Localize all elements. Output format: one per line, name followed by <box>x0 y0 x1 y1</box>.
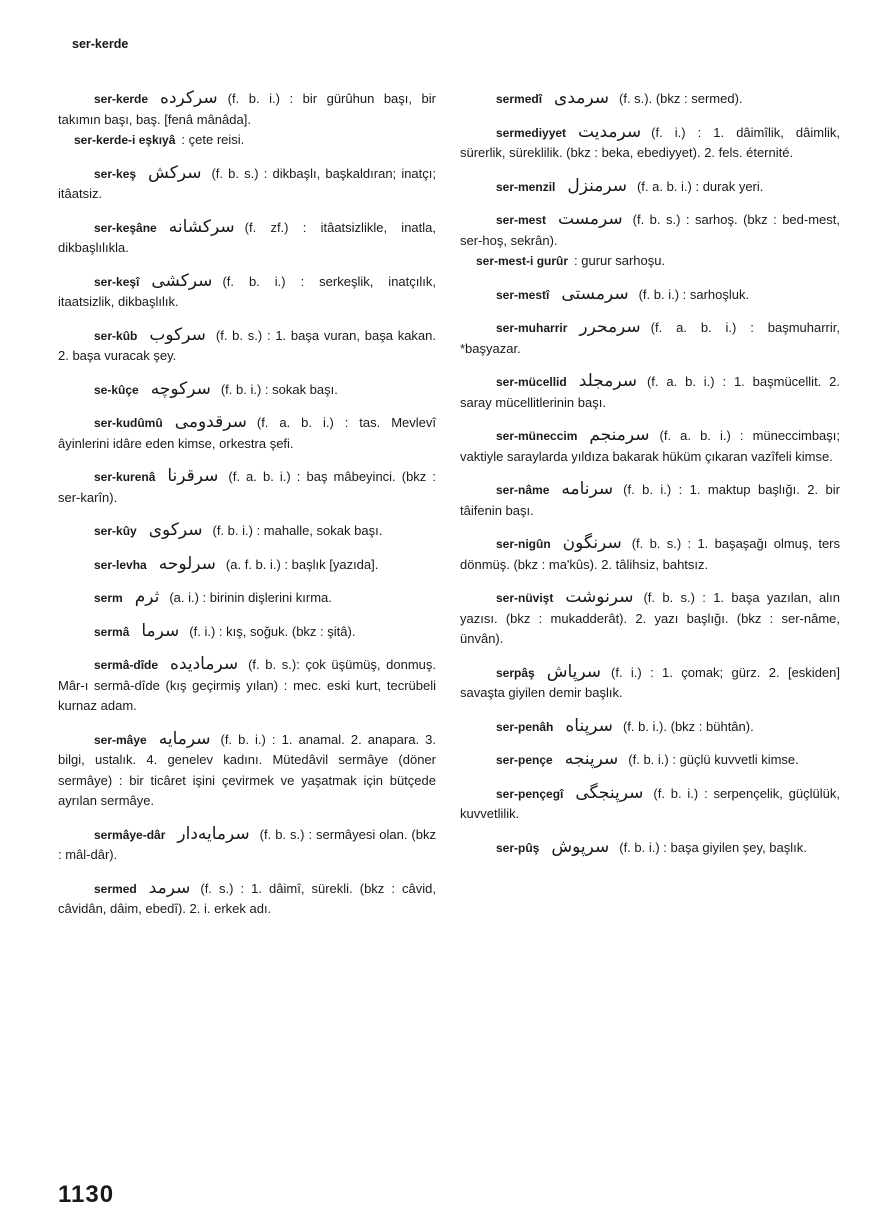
definition: (f. i.) : 1. çomak; gürz. 2. [eskiden] savaşta giyilen demir başlık. <box>460 664 840 700</box>
headword: ser-kûy <box>94 524 137 538</box>
definition: (f. a. b. i.) : baş mâbeyinci. (bkz : ser-karîn). <box>58 469 436 505</box>
headword: ser-müneccim <box>496 429 578 443</box>
dictionary-entry <box>460 425 840 467</box>
dictionary-entry <box>460 533 840 575</box>
arabic-script: سرکوی <box>148 520 203 540</box>
definition: (f. a. b. i.) : başmuharrir, *başyazar. <box>460 320 840 356</box>
dictionary-entry <box>58 587 436 609</box>
dictionary-entry <box>460 176 840 198</box>
dictionary-entry <box>460 251 840 272</box>
arabic-script: سرپاش <box>546 661 601 682</box>
headword: ser-kurenâ <box>94 470 156 484</box>
definition: (f. b. i.) : serpençelik, güçlülük, kuvvetlilik. <box>460 785 840 821</box>
arabic-script: سرمنزل <box>567 175 627 196</box>
headword: ser-mest-i gurûr <box>476 254 569 268</box>
page-number: 1130 <box>58 1181 115 1208</box>
definition: (f. b. i.). (bkz : bühtân). <box>622 718 754 734</box>
headword: ser-pûş <box>496 840 540 855</box>
arabic-script: سرمد <box>148 877 191 898</box>
arabic-script: سرمنجم <box>589 425 650 445</box>
arabic-script: سرمدی <box>554 88 609 108</box>
dictionary-entry <box>58 824 436 866</box>
definition: (f. i.) : 1. dâimîlik, dâimlik, sürerlik, süreklilik. (bkz : beka, ebediyyet). 2. fels. éternité. <box>460 124 840 160</box>
dictionary-entry <box>58 412 436 454</box>
arabic-script: سرمادیده <box>170 654 239 674</box>
dictionary-entry <box>460 837 840 859</box>
definition: (f. a. b. i.) : 1. başmücellit. 2. saray mücellitlerinin başı. <box>460 374 840 410</box>
definition: (f. b. s.) : 1. başa vuran, başa kakan. 2. başa vuracak şey. <box>58 327 436 363</box>
definition: (f. b. i.) : 1. anamal. 2. anapara. 3. bilgi, ustalık. 4. genelev kadını. Mütedâvil sermâye (döner sermâye) : bir ticâret işini çevirmek ve yaşatmak için bütçede ayrılan sermâye. <box>58 731 436 808</box>
headword: ser-kudûmû <box>94 416 163 430</box>
dictionary-entry <box>460 88 840 110</box>
definition: (a. f. b. i.) : başlık [yazıda]. <box>225 556 379 572</box>
left-column <box>58 88 436 932</box>
headword: ser-kerde <box>94 92 149 106</box>
headword: ser-kûb <box>94 328 138 343</box>
dictionary-entry <box>58 878 436 920</box>
arabic-script: سرکرده <box>160 88 218 108</box>
arabic-script: سرپنجگی <box>575 782 644 803</box>
definition: (f. b. s.): çok üşümüş, donmuş. Mâr-ı sermâ-dîde (kış geçirmiş yılan) : mec. eski kurt, tecrübeli kurnaz adam. <box>58 657 436 713</box>
headword: ser-penâh <box>496 719 554 734</box>
arabic-script: سرقدومی <box>174 412 247 432</box>
arabic-script: سرمست <box>558 209 623 229</box>
headword: ser-keş <box>94 166 137 181</box>
arabic-script: سرپوش <box>551 836 610 857</box>
dictionary-entry <box>460 284 840 306</box>
right-column <box>460 88 840 870</box>
definition: : çete reisi. <box>181 132 245 147</box>
arabic-script: سرمایه‌دار <box>177 823 250 844</box>
dictionary-entry <box>460 371 840 413</box>
definition: (f. b. i.) : güçlü kuvvetli kimse. <box>628 752 799 767</box>
dictionary-entry <box>58 271 436 313</box>
arabic-script: سرپنجه <box>564 749 619 769</box>
headword: sermâye-dâr <box>94 827 166 842</box>
arabic-script: سرکشانه <box>168 216 235 237</box>
arabic-script: سرمدیت <box>578 121 642 142</box>
dictionary-entry <box>58 654 436 717</box>
definition: (f. b. s.) : sarhoş. (bkz : bed-mest, ser-hoş, sekrân). <box>460 212 840 248</box>
arabic-script: سرمایه <box>158 728 211 749</box>
headword: ser-nigûn <box>496 537 551 551</box>
headword: sermâ <box>94 624 130 639</box>
dictionary-entry <box>460 749 840 771</box>
dictionary-entry <box>58 466 436 508</box>
dictionary-entry <box>460 209 840 251</box>
headword: ser-mest <box>496 213 547 227</box>
headword: ser-mestî <box>496 287 550 302</box>
arabic-script: سرما <box>141 620 180 641</box>
dictionary-entry <box>460 122 840 164</box>
headword: ser-muharrir <box>496 321 568 335</box>
headword: ser-nâme <box>496 483 550 497</box>
arabic-script: سرکش <box>148 162 202 183</box>
definition: (f. a. b. i.) : müneccimbaşı; vaktiyle saraylarda yıldıza bakarak hüküm çıkaran vazîfeli kimse. <box>460 428 840 464</box>
dictionary-entry <box>460 587 840 650</box>
dictionary-entry <box>460 317 840 359</box>
definition: (f. s.) : 1. dâimî, sürekli. (bkz : câvid, câvidân, dâim, ebedî). 2. i. erkek adı. <box>58 880 436 916</box>
dictionary-entry <box>58 88 436 130</box>
arabic-script: سرنگون <box>562 533 622 553</box>
definition: (f. b. i.) : serkeşlik, inatçılık, itaatsizlik, dikbaşlılık. <box>58 273 436 309</box>
headword: sermâ-dîde <box>94 658 159 672</box>
dictionary-entry <box>58 130 436 151</box>
dictionary-entry <box>58 325 436 367</box>
dictionary-entry <box>58 163 436 205</box>
definition: (f. zf.) : itâatsizlikle, inatla, dikbaşlılıkla. <box>58 219 436 255</box>
dictionary-entry <box>58 520 436 542</box>
headword: ser-menzil <box>496 179 556 194</box>
definition: (f. b. i.) : 1. maktup başlığı. 2. bir tâifenin başı. <box>460 482 840 518</box>
dictionary-entry <box>58 621 436 643</box>
headword: serm <box>94 591 123 605</box>
arabic-script: سرکوچه <box>150 378 211 399</box>
arabic-script: سرنوشت <box>565 587 634 607</box>
definition: (f. b. i.) : mahalle, sokak başı. <box>212 523 383 538</box>
arabic-script: سرمجلد <box>578 371 637 391</box>
headword: ser-nüvişt <box>496 591 554 605</box>
headword: sermedî <box>496 92 543 106</box>
arabic-script: سرمحرر <box>579 317 641 337</box>
headword: ser-mâye <box>94 732 147 747</box>
definition: (f. b. i.) : başa giyilen şey, başlık. <box>619 839 807 855</box>
definition: (f. i.) : kış, soğuk. (bkz : şitâ). <box>189 623 356 639</box>
arabic-script: ثرم <box>134 587 160 607</box>
running-header: ser-kerde <box>72 37 129 51</box>
headword: ser-pençegî <box>496 786 564 801</box>
definition: (f. a. b. i.) : tas. Mevlevî âyinlerini idâre eden kimse, orkestra şefi. <box>58 415 436 451</box>
arabic-script: سرلوحه <box>158 553 216 574</box>
headword: ser-mücellid <box>496 375 567 389</box>
definition: (f. b. s.) : sermâyesi olan. (bkz : mâl-dâr). <box>58 826 436 862</box>
definition: (f. b. i.) : sarhoşluk. <box>638 286 750 302</box>
headword: sermed <box>94 881 137 896</box>
arabic-script: سرکوب <box>149 324 206 345</box>
arabic-script: سرپناه <box>565 715 613 736</box>
headword: serpâş <box>496 665 535 680</box>
dictionary-entry <box>58 554 436 576</box>
definition: : gurur sarhoşu. <box>574 253 666 268</box>
arabic-script: سرکشی <box>151 270 213 291</box>
dictionary-entry <box>460 783 840 825</box>
headword: ser-pençe <box>496 753 553 767</box>
dictionary-entry <box>58 379 436 401</box>
headword: ser-levha <box>94 557 147 572</box>
dictionary-entry <box>58 217 436 259</box>
definition: (f. b. s.) : 1. başaşağı olmuş, ters dönmüş. (bkz : ma'kûs). 2. tâlihsiz, bahtsız. <box>460 536 840 572</box>
definition: (f. b. i.) : sokak başı. <box>220 381 338 397</box>
definition: (a. i.) : birinin dişlerini kırma. <box>169 590 332 605</box>
dictionary-entry <box>58 729 436 812</box>
dictionary-entry <box>460 716 840 738</box>
arabic-script: سرقرنا <box>167 466 219 486</box>
arabic-script: سرمستی <box>561 283 629 304</box>
headword: ser-kerde-i eşkıyâ <box>74 133 176 147</box>
definition: (f. b. i.) : bir gürûhun başı, bir takımın başı, baş. [fenâ mânâda]. <box>58 91 436 127</box>
arabic-script: سرنامه <box>561 479 614 499</box>
headword: ser-keşî <box>94 274 140 289</box>
headword: se-kûçe <box>94 382 139 397</box>
definition: (f. s.). (bkz : sermed). <box>619 91 743 106</box>
definition: (f. a. b. i.) : durak yeri. <box>636 178 764 194</box>
dictionary-entry <box>460 479 840 521</box>
headword: ser-keşâne <box>94 220 157 235</box>
definition: (f. b. s.) : 1. başa yazılan, alın yazısı. (bkz : mukadderât). 2. yazı başlığı. (bkz : ser-nâme, ünvân). <box>460 590 840 646</box>
headword: sermediyyet <box>496 125 567 140</box>
definition: (f. b. s.) : dikbaşlı, başkaldıran; inatçı; itâatsiz. <box>58 165 436 201</box>
dictionary-entry <box>460 662 840 704</box>
